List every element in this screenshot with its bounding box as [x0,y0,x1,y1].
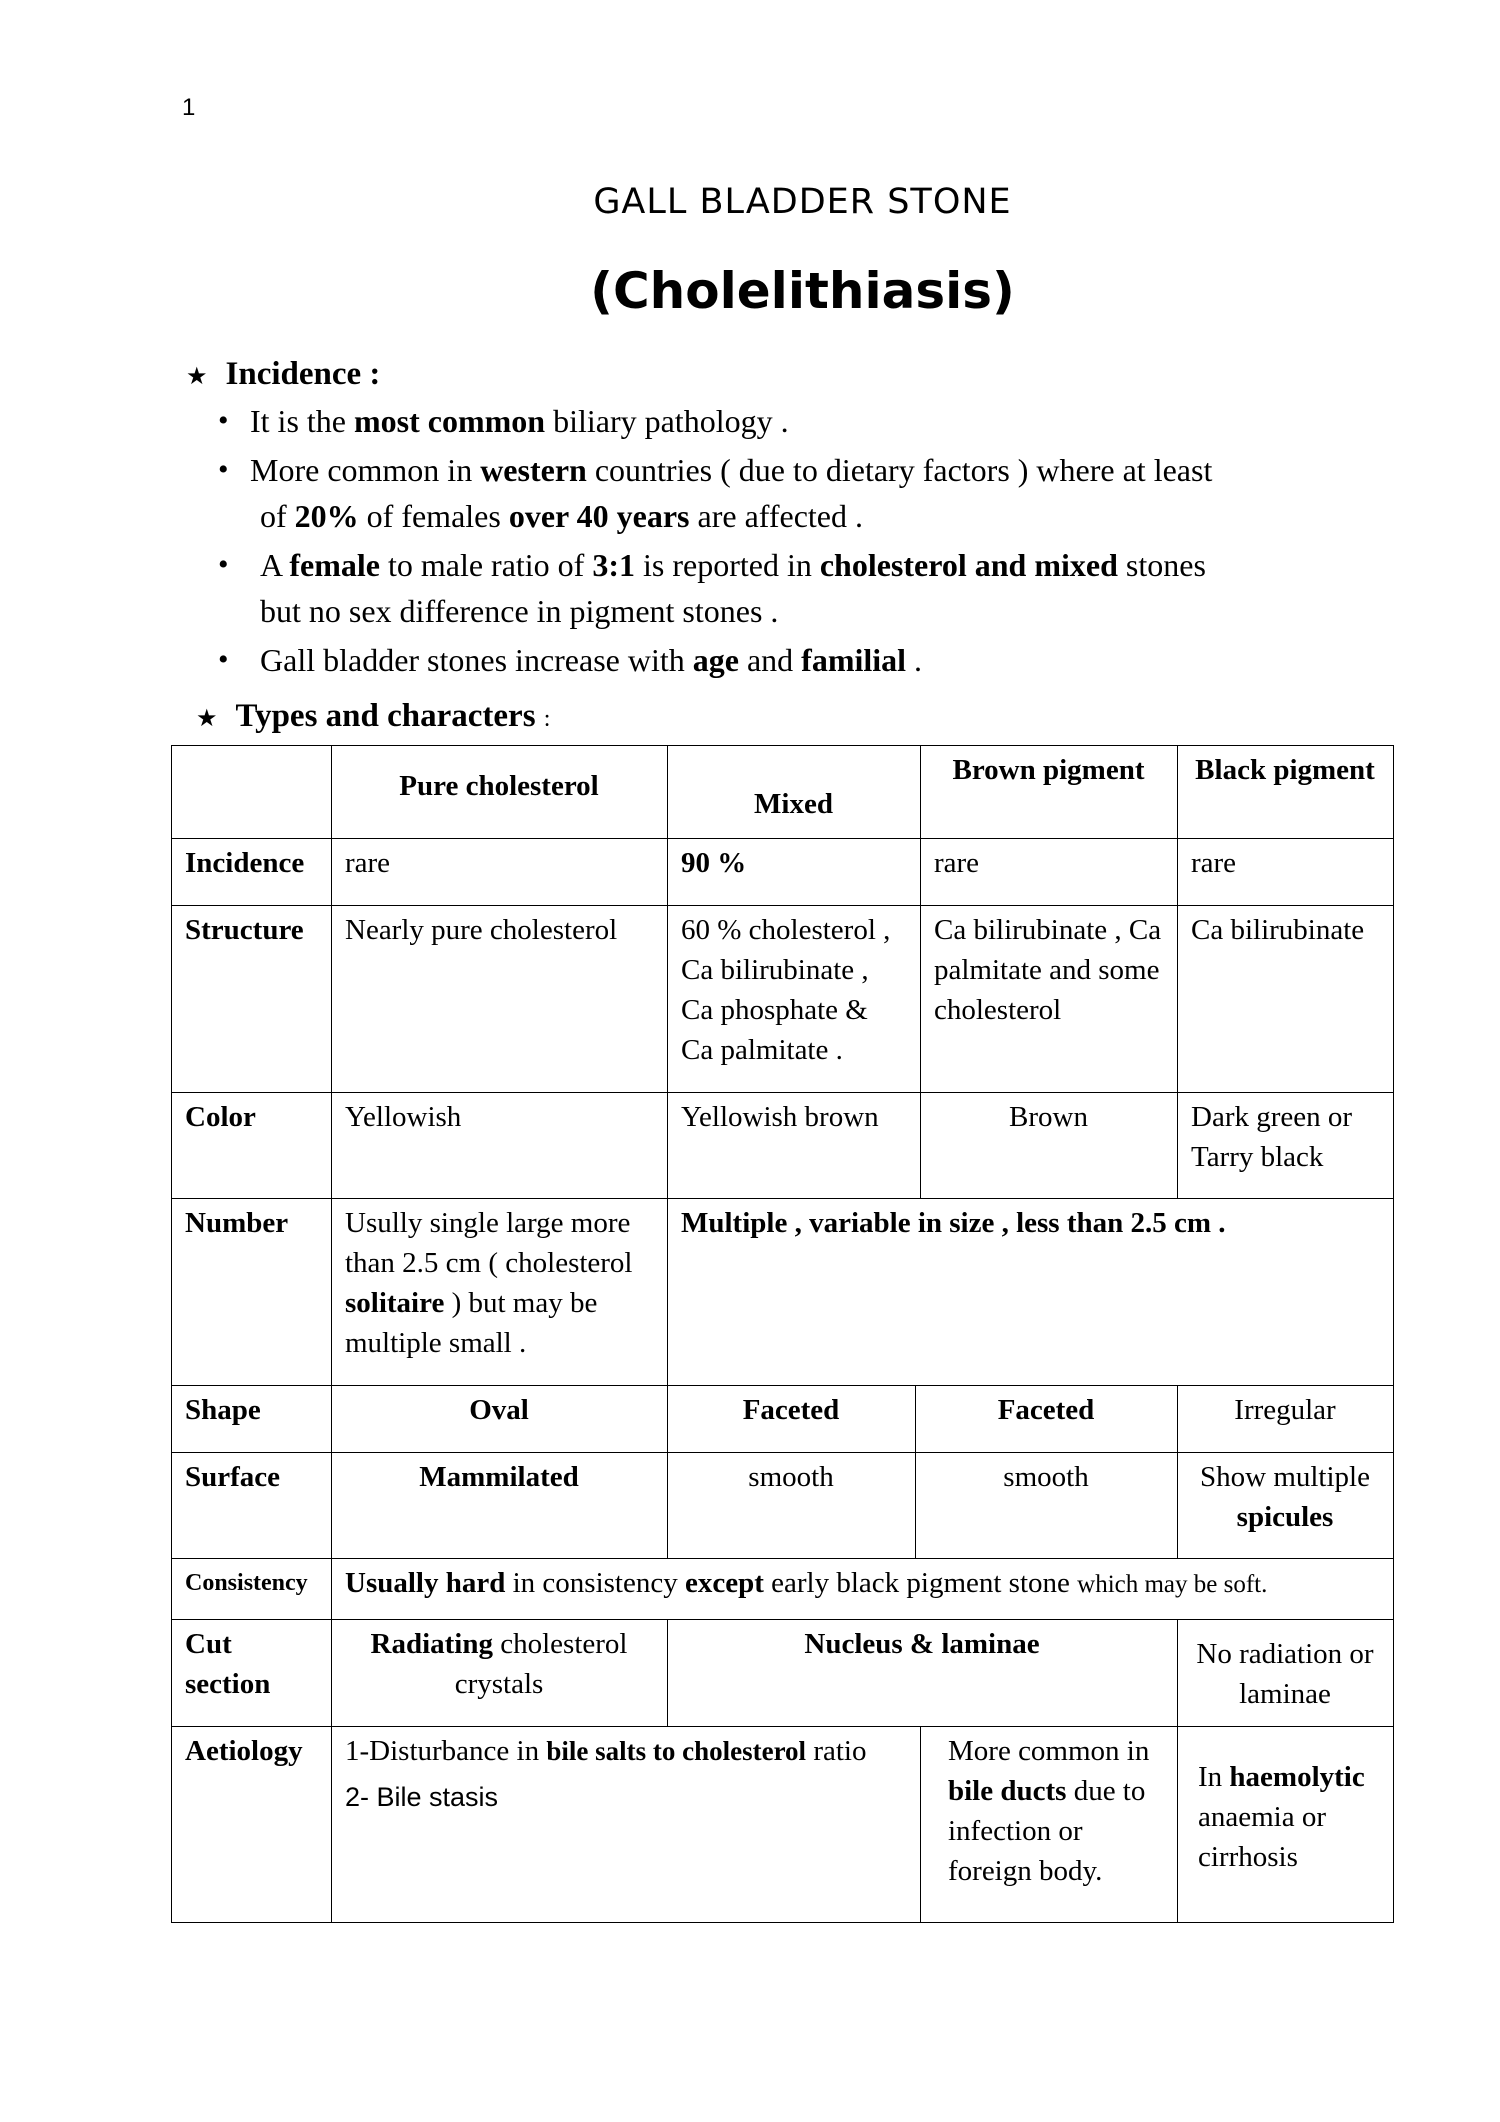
table-cell: Nearly pure cholesterol [332,906,668,1093]
table-cell: Faceted [916,1386,1178,1453]
table-row [172,1453,1394,1559]
page-number: 1 [182,94,196,121]
incidence-list [218,398,1378,686]
table-cell: rare [1178,839,1394,906]
list-item: • It is the most common biliary pathology . [218,398,1378,444]
table-cell: Yellowish brown [668,1093,921,1199]
table-row [172,1620,1394,1727]
list-item: • A female to male ratio of 3:1 is reported in cholesterol and mixed stones but no sex difference in pigment stones . [218,542,1378,634]
row-label-color: Color [172,1093,332,1199]
table-cell: rare [332,839,668,906]
row-label-number: Number [172,1199,332,1386]
table-cell: More common in bile ducts due to infection or foreign body. [921,1727,1178,1923]
table-cell: Multiple , variable in size , less than 2.5 cm . [668,1199,1394,1386]
table-header-row [172,746,1394,839]
table-cell: Ca bilirubinate [1178,906,1394,1093]
aetiology-line-2: 2- Bile stasis [345,1782,499,1812]
star-bullet-icon: ★ [196,706,218,732]
header-pure-cholesterol: Pure cholesterol [332,746,668,839]
table-cell: smooth [916,1453,1178,1559]
incidence-heading-text: Incidence : [225,356,381,392]
table-row [172,1199,1394,1386]
list-item: • More common in western countries ( due to dietary factors ) where at least of 20% of females over 40 years are affected . [218,447,1378,539]
table-cell: Dark green or Tarry black [1178,1093,1394,1199]
row-label-incidence: Incidence [172,839,332,906]
table-cell: Mammilated [332,1453,668,1559]
table-cell: Radiating cholesterol crystals [332,1620,668,1727]
row-label-shape: Shape [172,1386,332,1453]
table-row [172,1386,1394,1453]
table-cell: Ca bilirubinate , Ca palmitate and some cholesterol [921,906,1178,1093]
table-row [172,1559,1394,1620]
header-mixed: Mixed [668,746,921,839]
table-cell: Nucleus & laminae [668,1620,1178,1727]
row-label-surface: Surface [172,1453,332,1559]
incidence-heading [186,356,380,393]
document-subtitle: (Cholelithiasis) [590,262,1015,320]
table-cell: rare [921,839,1178,906]
table-cell: Usully single large more than 2.5 cm ( cholesterol solitaire ) but may be multiple small . [332,1199,668,1386]
row-label-cut-section: Cut section [172,1620,332,1727]
table-cell: Oval [332,1386,668,1453]
table-cell: Show multiple spicules [1178,1453,1394,1559]
types-heading-text: Types and characters [235,698,536,734]
header-black-pigment: Black pigment [1178,746,1394,839]
star-bullet-icon: ★ [186,364,208,390]
aetiology-line-1: 1-Disturbance in bile salts to cholesterol ratio [345,1735,867,1767]
table-cell: smooth [668,1453,916,1559]
table-row [172,839,1394,906]
document-title: GALL BLADDER STONE [593,182,1012,222]
table-row [172,1727,1394,1923]
table-cell: Irregular [1178,1386,1394,1453]
header-brown-pigment: Brown pigment [921,746,1178,839]
table-cell: 60 % cholesterol , Ca bilirubinate , Ca phosphate & Ca palmitate . [668,906,921,1093]
list-item: • Gall bladder stones increase with age and familial . [218,637,1378,683]
table-cell: Usually hard in consistency except early black pigment stone which may be soft. [332,1559,1394,1620]
table-cell: Yellowish [332,1093,668,1199]
row-label-consistency: Consistency [172,1559,332,1620]
table-cell: Brown [921,1093,1178,1199]
stone-types-table [171,745,1394,1923]
row-label-aetiology: Aetiology [172,1727,332,1923]
table-cell: 90 % [668,839,921,906]
table-row [172,906,1394,1093]
table-cell: No radiation or laminae [1178,1620,1394,1727]
header-empty-cell [172,746,332,839]
row-label-structure: Structure [172,906,332,1093]
table-cell [332,1727,921,1923]
table-cell: Faceted [668,1386,916,1453]
table-cell: In haemolytic anaemia or cirrhosis [1178,1727,1394,1923]
table-row [172,1093,1394,1199]
types-heading: ★ Types and characters : [196,698,551,734]
